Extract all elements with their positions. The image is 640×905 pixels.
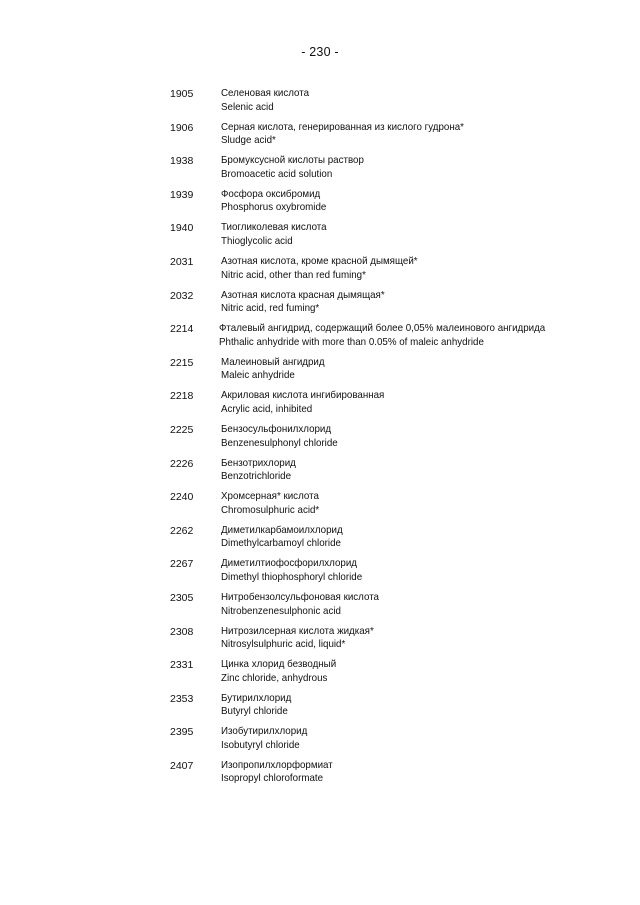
substance-names [221,692,570,726]
substance-names [219,322,570,356]
list-item [170,490,570,524]
substance-name-english: Zinc chloride, anhydrous [221,671,328,684]
substance-name-russian: Бензотрихлорид [221,456,296,469]
substance-name-russian: Диметилтиофосфорилхлорид [221,557,357,570]
substance-name-english: Dimethylcarbamoyl chloride [221,537,341,550]
substance-name-english: Isobutyryl chloride [221,738,300,751]
substance-name-russian: Изопропилхлорформиат [221,758,333,771]
un-number: 2331 [170,659,194,672]
substance-names [221,356,570,390]
substance-names [221,154,570,188]
substance-name-english: Bromoacetic acid solution [221,167,333,180]
substance-name-english: Nitrobenzenesulphonic acid [221,604,341,617]
substance-name-english: Nitric acid, other than red fuming* [221,268,366,281]
list-item [170,423,570,457]
substance-name-russian: Цинка хлорид безводный [221,658,337,671]
list-item [170,524,570,558]
list-item [170,255,570,289]
un-number: 2267 [170,558,194,571]
substance-name-russian: Бензосульфонилхлорид [221,422,332,435]
list-item [170,759,570,793]
list-item [170,389,570,423]
list-item [170,221,570,255]
un-number: 2226 [170,457,194,470]
substance-name-english: Benzotrichloride [221,470,292,483]
list-item [170,154,570,188]
substance-name-russian: Изобутирилхлорид [221,725,308,738]
substance-names [221,423,570,457]
substance-name-russian: Малеиновый ангидрид [221,355,325,368]
un-number: 2308 [170,625,194,638]
list-item [170,188,570,222]
un-number: 2215 [170,356,194,369]
substance-name-english: Selenic acid [221,100,274,113]
substance-name-russian: Нитробензолсульфоновая кислота [221,590,379,603]
substance-names [221,490,570,524]
substance-names [221,255,570,289]
substance-names [221,524,570,558]
substance-name-russian: Азотная кислота красная дымящая* [221,288,385,301]
un-number: 2407 [170,759,194,772]
list-item [170,121,570,155]
substance-names [221,188,570,222]
un-number: 1905 [170,88,194,100]
un-number: 1906 [170,121,194,134]
substance-name-english: Maleic anhydride [221,369,295,382]
substance-list [170,87,570,792]
un-number: 2218 [170,390,194,403]
substance-name-english: Butyryl chloride [221,705,288,718]
substance-names [221,221,570,255]
substance-names [221,625,570,659]
substance-name-russian: Диметилкарбамоилхлорид [221,523,343,536]
substance-name-english: Acrylic acid, inhibited [221,402,313,415]
list-item [170,356,570,390]
substance-name-english: Phthalic anhydride with more than 0.05% of maleic anhydride [219,335,485,348]
substance-name-russian: Серная кислота, генерированная из кислого гудрона* [221,120,464,133]
un-number: 2240 [170,491,194,504]
substance-name-english: Benzenesulphonyl chloride [221,436,338,449]
substance-name-russian: Бутирилхлорид [221,691,292,704]
substance-names [221,591,570,625]
substance-name-english: Nitric acid, red fuming* [221,302,320,315]
substance-names [221,87,570,121]
list-item [170,557,570,591]
list-item [170,725,570,759]
substance-name-english: Thioglycolic acid [221,234,293,247]
list-item [170,591,570,625]
substance-name-russian: Тиогликолевая кислота [221,221,327,234]
substance-names [221,557,570,591]
un-number: 2305 [170,591,194,604]
substance-name-english: Phosphorus oxybromide [221,201,327,214]
un-number: 1938 [170,155,194,168]
page-number: - 230 - [301,45,339,59]
list-item [170,625,570,659]
un-number: 2262 [170,524,194,537]
un-number: 2032 [170,289,194,302]
substance-names [221,289,570,323]
substance-names [221,389,570,423]
substance-names [221,457,570,491]
substance-names [221,121,570,155]
list-item [170,692,570,726]
substance-name-english: Sludge acid* [221,134,276,147]
substance-names [221,658,570,692]
substance-name-russian: Фосфора оксибромид [221,187,321,200]
substance-name-english: Chromosulphuric acid* [221,503,320,516]
substance-name-russian: Селеновая кислота [221,87,310,99]
substance-names [221,759,570,793]
substance-name-english: Dimethyl thiophosphoryl chloride [221,570,363,583]
substance-name-english: Isopropyl chloroformate [221,772,324,785]
substance-name-russian: Азотная кислота, кроме красной дымящей* [221,254,418,267]
substance-name-russian: Хромсерная* кислота [221,490,319,503]
substance-name-russian: Фталевый ангидрид, содержащий более 0,05% малеинового ангидрида [219,322,546,335]
substance-name-russian: Акриловая кислота ингибированная [221,389,385,402]
list-item [170,658,570,692]
un-number: 1939 [170,188,194,201]
list-item [170,457,570,491]
list-item [170,322,570,356]
list-item [170,87,570,121]
un-number: 2395 [170,726,194,739]
substance-name-russian: Бромуксусной кислоты раствор [221,154,364,167]
substance-name-russian: Нитрозилсерная кислота жидкая* [221,624,374,637]
un-number: 2225 [170,423,194,436]
un-number: 2353 [170,692,194,705]
un-number: 1940 [170,222,194,235]
substance-names [221,725,570,759]
un-number: 2031 [170,255,194,268]
un-number: 2214 [170,323,194,336]
substance-name-english: Nitrosylsulphuric acid, liquid* [221,638,346,651]
list-item [170,289,570,323]
